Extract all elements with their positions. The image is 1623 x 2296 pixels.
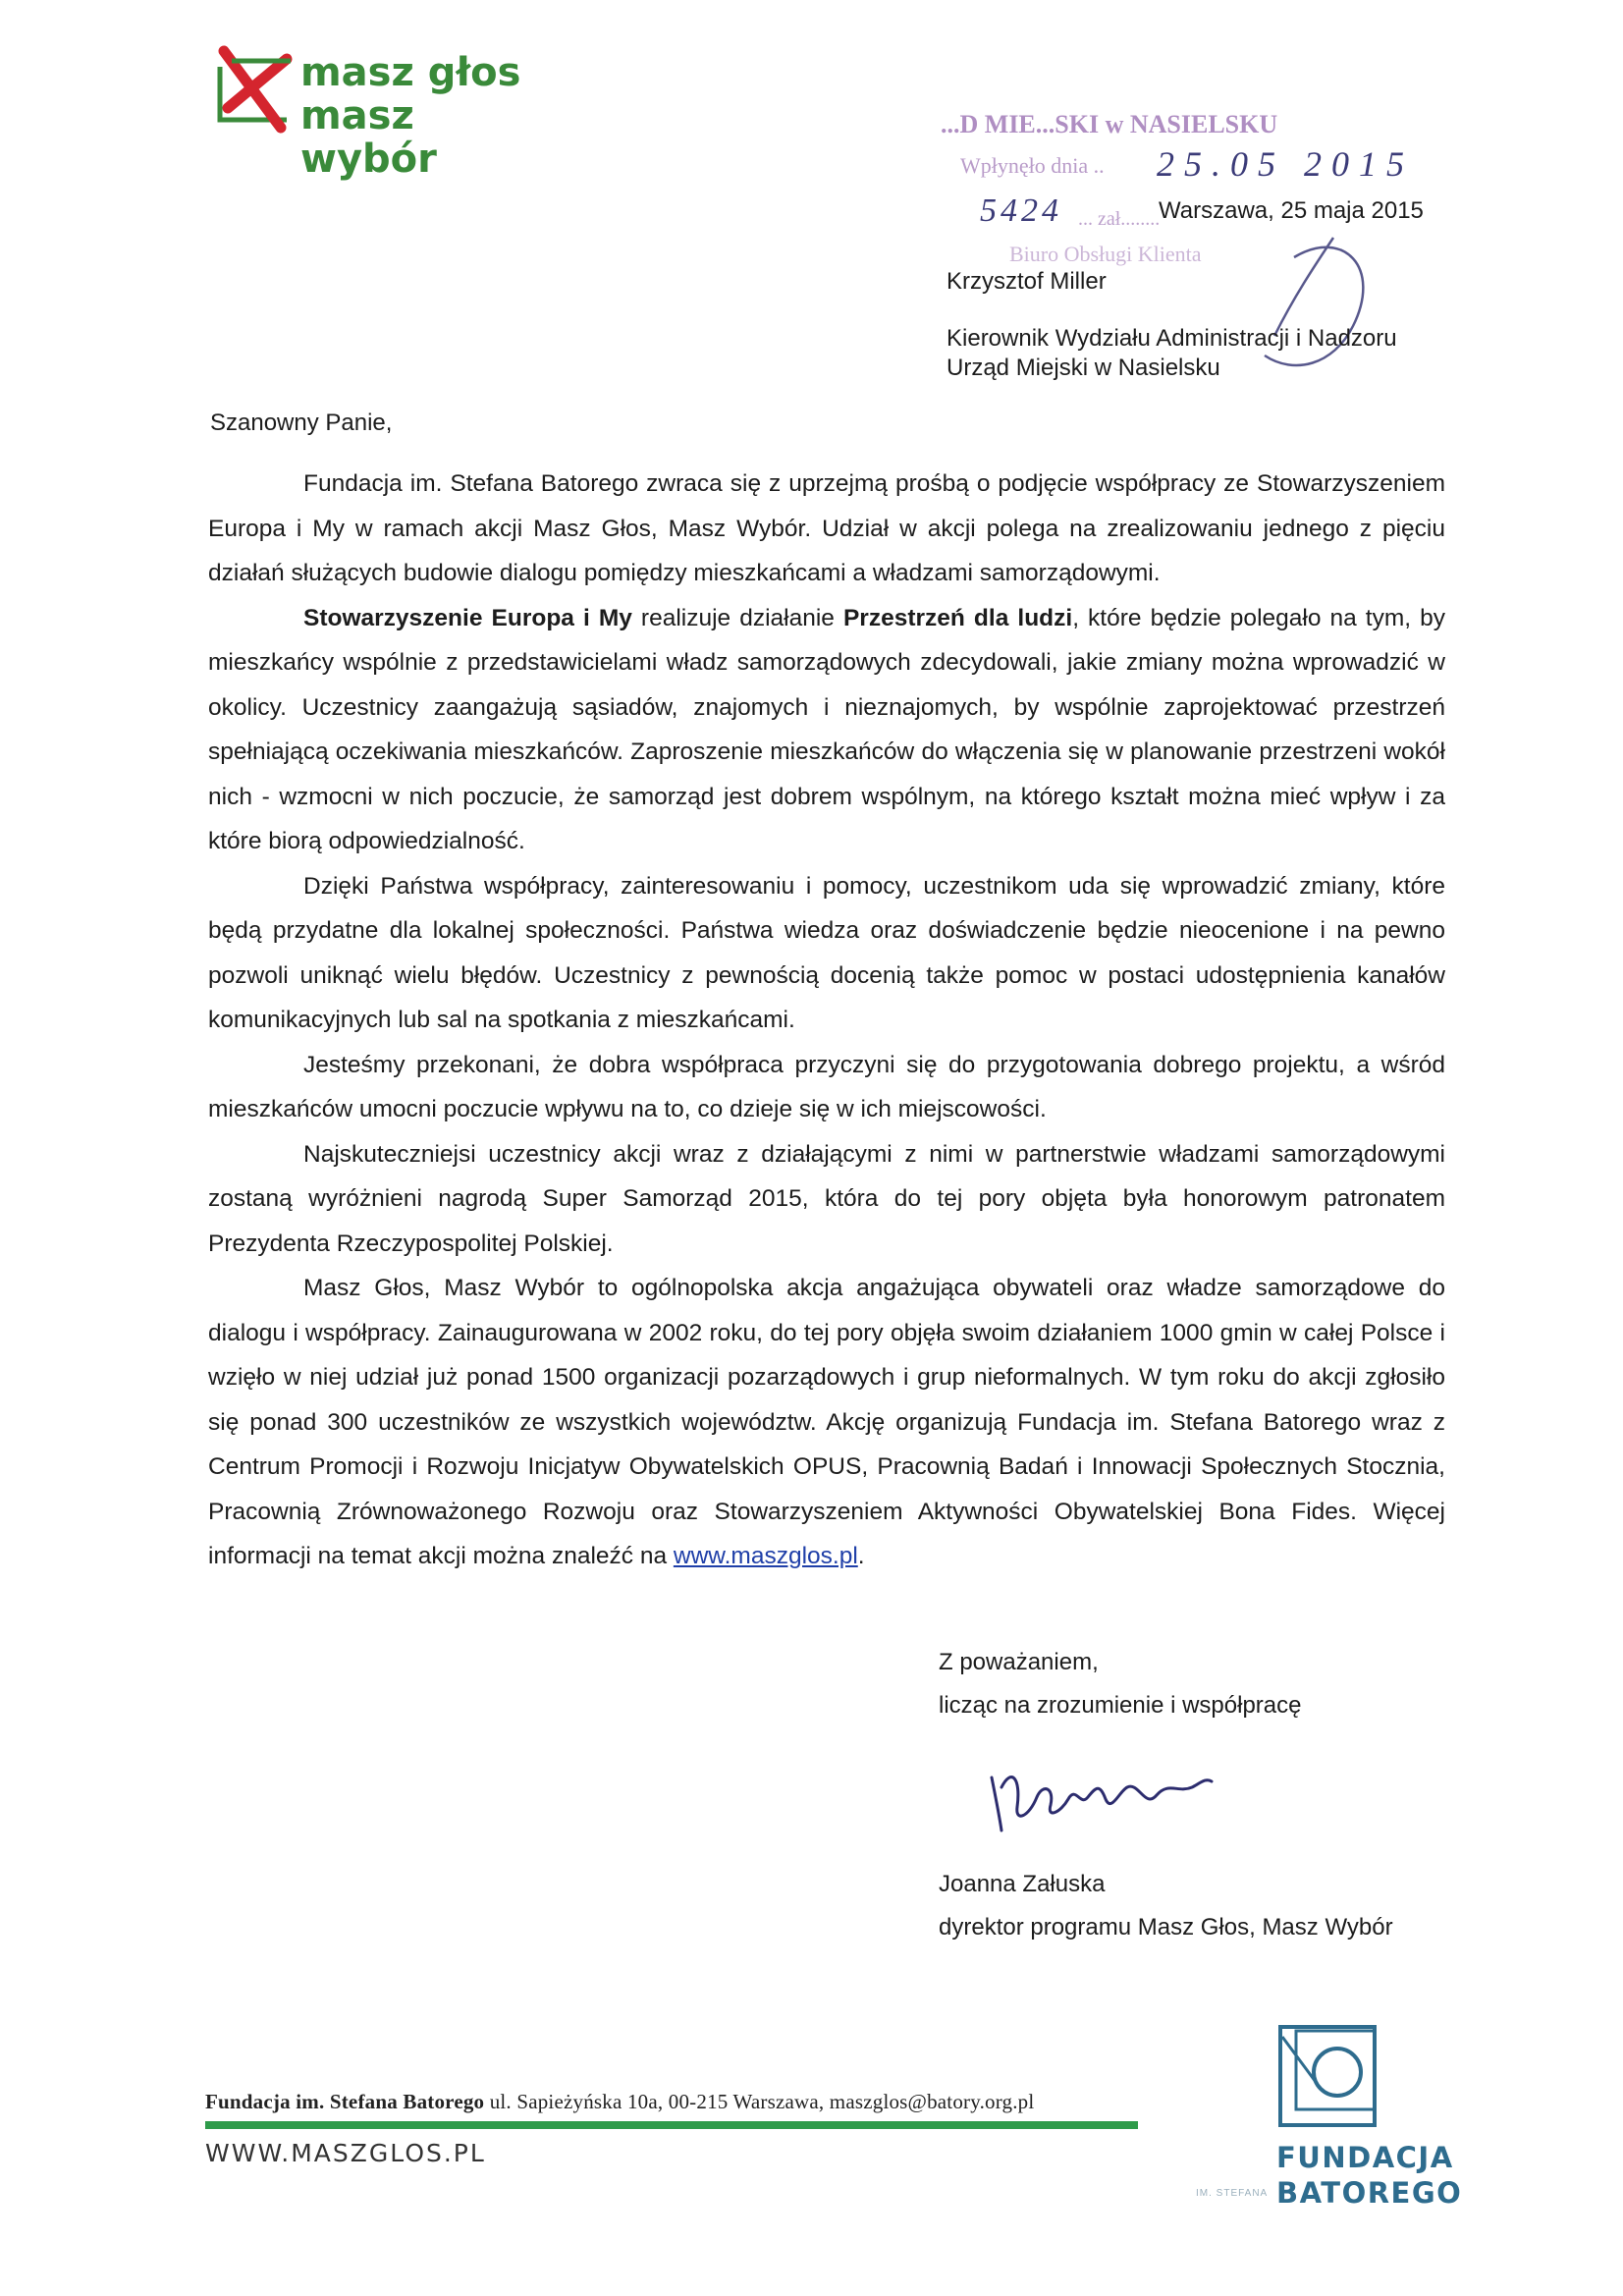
letter-body: [208, 462, 1445, 1579]
paragraph-6: Masz Głos, Masz Wybór to ogólnopolska akcja angażująca obywateli oraz władze samorządowe do dialogu i współpracy. Zainaugurowana w 2002 roku, do tej pory objęła swoim działaniem 1000 gmin w całej Polsce i wzięło w niej udział już ponad 1500 organizacji pozarządowych i grup nieformalnych. W tym roku do akcji zgłosiło się ponad 300 uczestników ze wszystkich województw. Akcję organizują Fundacja im. Stefana Batorego wraz z Centrum Promocji i Rozwoju Inicjatyw Obywatelskich OPUS, Pracownią Badań i Innowacji Społecznych Stocznia, Pracownią Zrównoważonego Rozwoju oraz Stowarzyszeniem Aktywności Obywatelskiej Bona Fides. Więcej informacji na temat akcji można znaleźć na www.maszglos.pl.: [208, 1275, 1445, 1569]
closing-line-1: Z poważaniem,: [939, 1649, 1099, 1675]
recipient-office: Urząd Miejski w Nasielsku: [947, 355, 1220, 381]
website-link[interactable]: www.maszglos.pl: [673, 1543, 858, 1569]
closing-line-2: licząc na zrozumienie i współpracę: [939, 1692, 1302, 1719]
stamp-received-date: 25.05 2015: [1157, 144, 1414, 184]
stamp-department: Biuro Obsługi Klienta: [1009, 242, 1202, 266]
paragraph-4: Jesteśmy przekonani, że dobra współpraca przyczyni się do przygotowania dobrego projektu, a wśród mieszkańców umocni poczucie wpływu na to, co dzieje się w ich miejscowości.: [208, 1051, 1445, 1122]
handwritten-initial-mark: [1235, 208, 1392, 405]
batory-logo-icon: [1276, 2023, 1379, 2131]
batory-wordmark-line-2: BATOREGO: [1276, 2176, 1463, 2210]
salutation: Szanowny Panie,: [210, 410, 393, 436]
logo-line-1: masz głos: [300, 50, 521, 95]
signature: [982, 1748, 1217, 1836]
recipient-title: Kierownik Wydziału Administracji i Nadzoru: [947, 325, 1397, 352]
stamp-received-label: Wpłynęło dnia ..: [960, 153, 1105, 178]
stamp-number: 5424: [980, 192, 1062, 229]
footer-rule: [205, 2121, 1138, 2129]
signatory-title: dyrektor programu Masz Głos, Masz Wybór: [939, 1914, 1393, 1941]
footer-address: Fundacja im. Stefana Batorego ul. Sapieżyńska 10a, 00-215 Warszawa, maszglos@batory.org.pl: [205, 2090, 1035, 2113]
batory-wordmark-sub: IM. STEFANA: [1196, 2188, 1269, 2199]
paragraph-5: Najskuteczniejsi uczestnicy akcji wraz z działającymi z nimi w partnerstwie władzami samorządowymi zostaną wyróżnieni nagrodą Super Samorząd 2015, która do tej pory objęta była honorowym patronatem Prezydenta Rzeczypospolitej Polskiej.: [208, 1140, 1445, 1257]
batory-wordmark-line-1: FUNDACJA: [1276, 2141, 1454, 2174]
stamp-attachments: ... zał........: [1078, 208, 1161, 230]
signatory-name: Joanna Załuska: [939, 1871, 1106, 1897]
footer-website[interactable]: WWW.MASZGLOS.PL: [205, 2139, 486, 2167]
recipient-name: Krzysztof Miller: [947, 268, 1107, 295]
paragraph-2: Stowarzyszenie Europa i My realizuje działanie Przestrzeń dla ludzi, które będzie polegało na tym, by mieszkańcy wspólnie z przedstawicielami władz samorządowych zdecydowali, jakie zmiany można wprowadzić w okolicy. Uczestnicy zaangażują sąsiadów, znajomych i nieznajomych, by wspólnie zaprojektować przestrzeń spełniającą oczekiwania mieszkańców. Zaproszenie mieszkańców do włączenia się w planowanie przestrzeni wokół nich - wzmocni w nich poczucie, że samorząd jest dobrem wspólnym, na którego kształt można mieć wpływ i za które biorą odpowiedzialność.: [208, 604, 1446, 854]
organization-name: Stowarzyszenie Europa i My: [303, 604, 632, 631]
stamp-office: ...D MIE...SKI w NASIELSKU: [941, 110, 1278, 138]
logo-line-2: masz wybór: [300, 93, 437, 182]
logo-wordmark: [300, 51, 564, 181]
action-name: Przestrzeń dla ludzi: [842, 604, 1073, 631]
letter-date: Warszawa, 25 maja 2015: [1159, 197, 1424, 224]
paragraph-3: Dzięki Państwa współpracy, zainteresowaniu i pomocy, uczestnikom uda się wprowadzić zmiany, które będą przydatne dla lokalnej społeczności. Państwa wiedza oraz doświadczenie będzie nieocenione i na pewno pozwoli uniknąć wielu błędów. Uczestnicy z pewnością docenią także pomoc w postaci udostępnienia kanałów komunikacyjnych lub sal na spotkania z mieszkańcami.: [208, 872, 1445, 1033]
ballot-cross-icon: [210, 45, 298, 134]
paragraph-1: Fundacja im. Stefana Batorego zwraca się z uprzejmą prośbą o podjęcie współpracy ze Stowarzyszeniem Europa i My w ramach akcji Masz Głos, Masz Wybór. Udział w akcji polega na zrealizowaniu jednego z pięciu działań służących budowie dialogu pomiędzy mieszkańcami a władzami samorządowymi.: [208, 470, 1445, 586]
masz-glos-logo: [210, 45, 564, 182]
